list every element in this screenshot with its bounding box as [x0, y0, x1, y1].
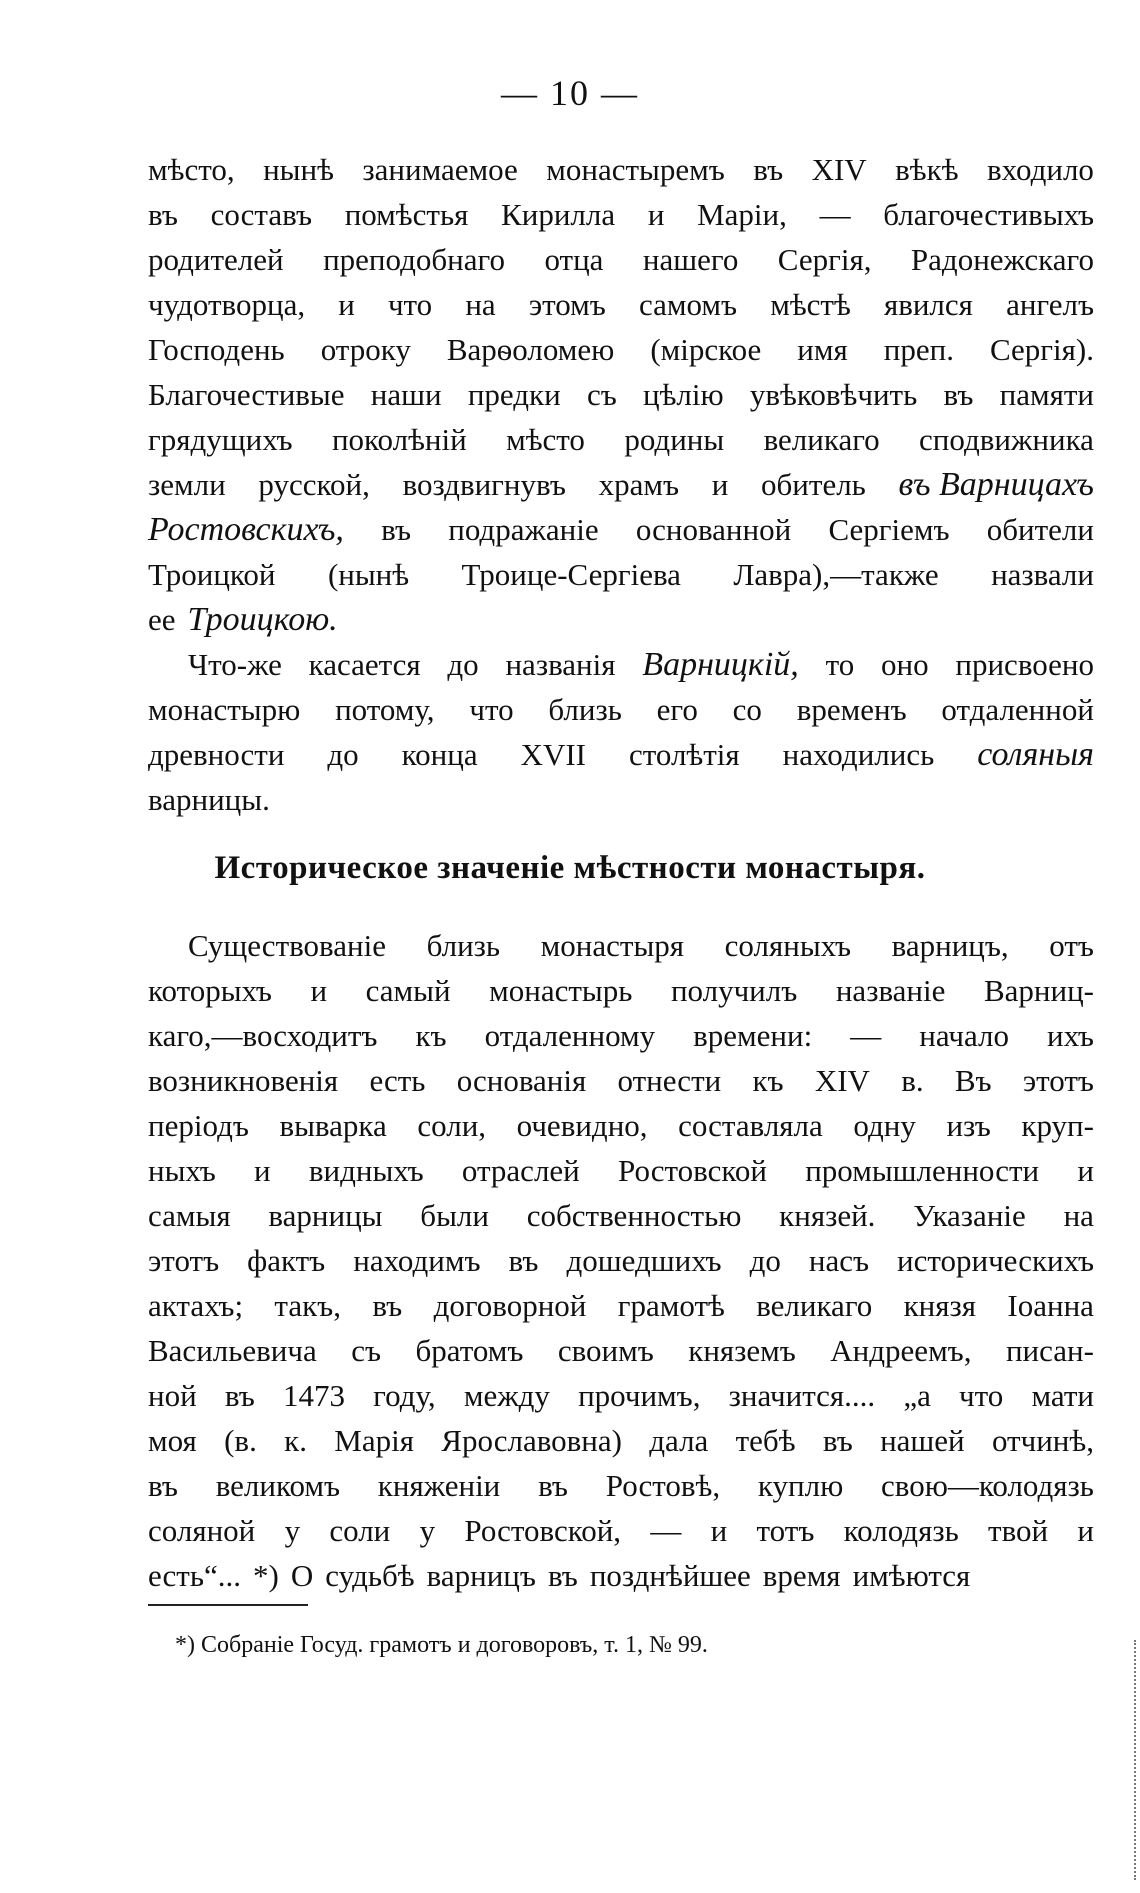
word: конца	[401, 737, 478, 772]
word: моя	[148, 1423, 197, 1458]
word: к.	[284, 1423, 307, 1458]
text-line	[148, 192, 1094, 237]
word: Сергіемъ	[828, 512, 950, 547]
word: отнести	[617, 1063, 722, 1098]
word: и	[647, 197, 665, 232]
word: съ	[586, 377, 617, 412]
word: выварка	[279, 1108, 387, 1143]
word: Васильевича	[148, 1333, 317, 1368]
text-line	[148, 732, 1094, 777]
word: —	[819, 197, 851, 232]
section-heading: Историческое значеніе мѣстности монастыря.	[214, 850, 926, 886]
word: что	[387, 287, 433, 322]
word: этотъ	[148, 1243, 220, 1278]
word: О	[290, 1558, 314, 1593]
word: княженіи	[377, 1468, 501, 1503]
word: —	[850, 1018, 882, 1053]
word: мѣстѣ	[770, 287, 851, 322]
word: Радонежскаго	[910, 242, 1094, 277]
page-number: — 10 —	[501, 73, 639, 113]
word: имѣются	[852, 1558, 971, 1593]
word: въ	[148, 1468, 178, 1503]
word: Ярославовна)	[441, 1423, 622, 1458]
word: свою—колодязь	[881, 1468, 1094, 1503]
word: вѣкѣ	[895, 152, 959, 187]
word: отдаленному	[484, 1018, 656, 1053]
word: фактъ	[247, 1243, 326, 1278]
word: и	[310, 973, 328, 1008]
word: самый	[365, 973, 451, 1008]
word: находимъ	[353, 1243, 481, 1278]
text-line	[148, 1508, 1094, 1553]
text-line	[148, 923, 1094, 968]
word: въ	[381, 512, 412, 547]
word: оно	[881, 647, 929, 682]
word: храмъ	[598, 467, 679, 502]
word: начало	[919, 1018, 1009, 1053]
word: братомъ	[415, 1333, 524, 1368]
text-line	[148, 597, 1094, 642]
word: соляныя	[977, 736, 1094, 773]
paragraph-1	[148, 147, 1094, 642]
word: Варницкій,	[642, 646, 799, 683]
word: родины	[624, 422, 725, 457]
text-line	[148, 552, 1094, 597]
word: Троицкою.	[187, 601, 338, 638]
word: съ	[351, 1333, 381, 1368]
word: на	[1063, 1198, 1094, 1233]
word: въ	[508, 1243, 539, 1278]
word: временъ	[796, 692, 907, 727]
text-line	[148, 777, 1094, 822]
word: русской,	[258, 467, 370, 502]
word: подражаніе	[448, 512, 599, 547]
word: земли	[148, 467, 226, 502]
word: Ростовскихъ,	[148, 511, 344, 548]
text-line	[148, 462, 1094, 507]
word: нашего	[642, 242, 739, 277]
word: воздвигнувъ	[402, 467, 566, 502]
word: значится....	[728, 1378, 876, 1413]
word: ангелъ	[1006, 287, 1094, 322]
word: Троице-Сергіева	[461, 557, 681, 592]
word: и	[338, 287, 355, 322]
word: монастырь	[489, 973, 633, 1008]
text-line	[148, 1013, 1094, 1058]
word: XIV	[811, 152, 867, 187]
word: родителей	[148, 242, 284, 277]
word: обитель	[761, 467, 866, 502]
word: княземъ	[688, 1333, 796, 1368]
word: прочимъ,	[578, 1378, 701, 1413]
word: варницъ	[426, 1558, 536, 1593]
word: отчинѣ,	[991, 1423, 1094, 1458]
word: названія	[505, 647, 616, 682]
word: близь	[548, 692, 622, 727]
word: соли,	[417, 1108, 487, 1143]
word: Марія	[334, 1423, 414, 1458]
word: названіе	[835, 973, 946, 1008]
word: (нынѣ	[327, 557, 410, 592]
word: Варниц-	[983, 973, 1094, 1008]
word: до	[327, 737, 359, 772]
word: время	[762, 1558, 841, 1593]
footnote: *) Собраніе Госуд. грамотъ и договоровъ, т. 1, № 99.	[175, 1632, 708, 1658]
word: отроку	[320, 332, 411, 367]
text-line	[148, 687, 1094, 732]
word: „а	[903, 1378, 931, 1413]
word: были	[420, 1198, 489, 1233]
word: историческихъ	[897, 1243, 1094, 1278]
word: Ростовской	[618, 1153, 767, 1188]
footnote-rule	[148, 1604, 308, 1606]
word: присвоено	[955, 647, 1094, 682]
word: въ	[372, 1288, 403, 1323]
word: близь	[426, 928, 501, 963]
word: этомъ	[528, 287, 606, 322]
word: къ	[752, 1063, 784, 1098]
paragraph-2	[148, 642, 1094, 822]
word: тебѣ	[735, 1423, 796, 1458]
word: грамотѣ	[617, 1288, 725, 1323]
word: есть	[369, 1063, 426, 1098]
word: потому,	[335, 692, 435, 727]
word: до	[749, 1243, 781, 1278]
text-line	[148, 968, 1094, 1013]
word: актахъ;	[148, 1288, 244, 1323]
word: преп.	[883, 332, 954, 367]
word: и	[254, 1153, 271, 1188]
word: варницы	[268, 1198, 383, 1233]
word: до	[447, 647, 479, 682]
text-line	[148, 1148, 1094, 1193]
text-line	[148, 282, 1094, 327]
text-line	[148, 1283, 1094, 1328]
text-line	[148, 1238, 1094, 1283]
word: явился	[883, 287, 973, 322]
word: его	[656, 692, 698, 727]
text-line	[148, 417, 1094, 462]
word: этотъ	[1022, 1063, 1094, 1098]
word: Указаніе	[913, 1198, 1026, 1233]
word: судьбѣ	[325, 1558, 415, 1593]
word: году,	[373, 1378, 436, 1413]
word: великаго	[756, 1288, 873, 1323]
word: Ростовской,	[464, 1513, 622, 1548]
word: есть“...	[148, 1558, 241, 1593]
word: входило	[987, 152, 1094, 187]
text-line	[148, 1103, 1094, 1148]
word: отъ	[1049, 928, 1094, 963]
word: великаго	[763, 422, 880, 457]
word: князей.	[779, 1198, 876, 1233]
word: составъ	[210, 197, 312, 232]
word: со	[732, 692, 762, 727]
word: поколѣній	[331, 422, 467, 457]
word: нашей	[880, 1423, 965, 1458]
word: основанной	[635, 512, 792, 547]
word: времени:	[693, 1018, 813, 1053]
word: Благочестивые	[148, 377, 345, 412]
word: къ	[415, 1018, 447, 1053]
word: Маріи,	[697, 197, 787, 232]
word: соляной	[148, 1513, 256, 1548]
word: получилъ	[670, 973, 798, 1008]
word: находились	[782, 737, 935, 772]
word: предки	[467, 377, 561, 412]
word: Въ	[954, 1063, 992, 1098]
word: XVII	[520, 737, 586, 772]
word: столѣтія	[628, 737, 740, 772]
margin-mark	[1134, 1640, 1136, 1880]
word: ныхъ	[148, 1153, 216, 1188]
text-line	[148, 1553, 1094, 1598]
text-line	[148, 1328, 1094, 1373]
word: отдаленной	[941, 692, 1094, 727]
word: назвали	[991, 557, 1094, 592]
word: Что-же	[188, 647, 282, 682]
word: касается	[308, 647, 421, 682]
word: Троицкой	[148, 557, 276, 592]
word: въ	[547, 1558, 578, 1593]
word: помѣстья	[344, 197, 469, 232]
word: колодязь	[843, 1513, 959, 1548]
word: то	[825, 647, 855, 682]
text-line	[148, 1193, 1094, 1238]
word: мѣсто	[506, 422, 585, 457]
word: промышленности	[805, 1153, 1040, 1188]
word: преподобнаго	[323, 242, 505, 277]
text-line	[148, 1463, 1094, 1508]
paragraph-3	[148, 923, 1094, 1598]
word: самомъ	[638, 287, 738, 322]
word: (в.	[224, 1423, 257, 1458]
word: очевидно,	[516, 1108, 648, 1143]
word: сподвижника	[919, 422, 1094, 457]
word: (мірское	[650, 332, 762, 367]
word: самыя	[148, 1198, 231, 1233]
word: монастыря	[540, 928, 685, 963]
word: отраслей	[461, 1153, 580, 1188]
word: на	[465, 287, 496, 322]
text-line	[148, 372, 1094, 417]
word: ее	[148, 602, 176, 637]
word: у	[419, 1513, 436, 1548]
word: одну	[853, 1108, 916, 1143]
word: занимаемое	[362, 152, 518, 187]
word: мати	[1031, 1378, 1094, 1413]
word: и	[1077, 1153, 1094, 1188]
word: в.	[901, 1063, 924, 1098]
word: у	[284, 1513, 301, 1548]
word: что	[959, 1378, 1004, 1413]
word: монастыремъ	[546, 152, 725, 187]
word: въ	[943, 377, 974, 412]
word: дошедшихъ	[566, 1243, 722, 1278]
word: монастырю	[148, 692, 301, 727]
word: писан-	[1005, 1333, 1094, 1368]
text-line	[148, 1058, 1094, 1103]
word: дала	[649, 1423, 709, 1458]
word: *)	[253, 1558, 279, 1593]
word: соли	[329, 1513, 391, 1548]
text-line	[148, 1418, 1094, 1463]
word: Лавра),—также	[733, 557, 939, 592]
word: что	[469, 692, 514, 727]
word: мѣсто,	[148, 152, 235, 187]
word: каго,—восходитъ	[148, 1018, 378, 1053]
word: въ	[224, 1378, 255, 1413]
word: чудотворца,	[148, 287, 306, 322]
word: въ	[148, 197, 178, 232]
word: Ростовѣ,	[605, 1468, 721, 1503]
word: наши	[370, 377, 442, 412]
word: нынѣ	[263, 152, 334, 187]
word: въ	[753, 152, 784, 187]
word: въ	[538, 1468, 568, 1503]
word: насъ	[808, 1243, 869, 1278]
word: круп-	[1021, 1108, 1094, 1143]
word: собственностью	[526, 1198, 742, 1233]
text-line	[148, 1373, 1094, 1418]
word: ихъ	[1047, 1018, 1094, 1053]
word: куплю	[757, 1468, 844, 1503]
word: и	[710, 1513, 728, 1548]
word: памяти	[999, 377, 1094, 412]
word: Сергія,	[777, 242, 872, 277]
word: XIV	[814, 1063, 870, 1098]
word: цѣлію	[643, 377, 724, 412]
word: тотъ	[756, 1513, 815, 1548]
word: обители	[986, 512, 1094, 547]
word: между	[463, 1378, 550, 1413]
word: основанія	[456, 1063, 587, 1098]
word: имя	[797, 332, 848, 367]
word: древности	[148, 737, 285, 772]
word: Іоанна	[1007, 1288, 1094, 1323]
word: позднѣйшее	[589, 1558, 751, 1593]
word: и	[1077, 1513, 1094, 1548]
word: варницы.	[148, 782, 270, 817]
word: въ Варницахъ	[898, 466, 1094, 503]
word: составляла	[678, 1108, 823, 1143]
word: и	[711, 467, 729, 502]
text-line	[148, 237, 1094, 282]
word: твой	[988, 1513, 1049, 1548]
word: благочестивыхъ	[883, 197, 1094, 232]
word: Существованіе	[188, 928, 386, 963]
word: 1473	[282, 1378, 345, 1413]
word: ной	[148, 1378, 197, 1413]
word: возникновенія	[148, 1063, 339, 1098]
word: видныхъ	[308, 1153, 424, 1188]
word: своимъ	[557, 1333, 654, 1368]
word: грядущихъ	[148, 422, 293, 457]
word: Сергія).	[989, 332, 1094, 367]
word: въ	[822, 1423, 853, 1458]
word: великомъ	[215, 1468, 341, 1503]
word: —	[650, 1513, 682, 1548]
text-line	[148, 507, 1094, 552]
word: Андреемъ,	[830, 1333, 972, 1368]
word: Кирилла	[501, 197, 616, 232]
word: Варѳоломею	[446, 332, 615, 367]
text-line	[148, 327, 1094, 372]
word: періодъ	[148, 1108, 249, 1143]
word: такъ,	[274, 1288, 341, 1323]
word: соляныхъ	[724, 928, 852, 963]
word: договорной	[433, 1288, 587, 1323]
text-line	[148, 147, 1094, 192]
word: князя	[903, 1288, 977, 1323]
word: варницъ,	[891, 928, 1009, 963]
word: отца	[544, 242, 604, 277]
text-line	[148, 642, 1094, 687]
word: изъ	[946, 1108, 991, 1143]
word: увѣковѣчить	[749, 377, 918, 412]
word: которыхъ	[148, 973, 272, 1008]
word: Господень	[148, 332, 285, 367]
